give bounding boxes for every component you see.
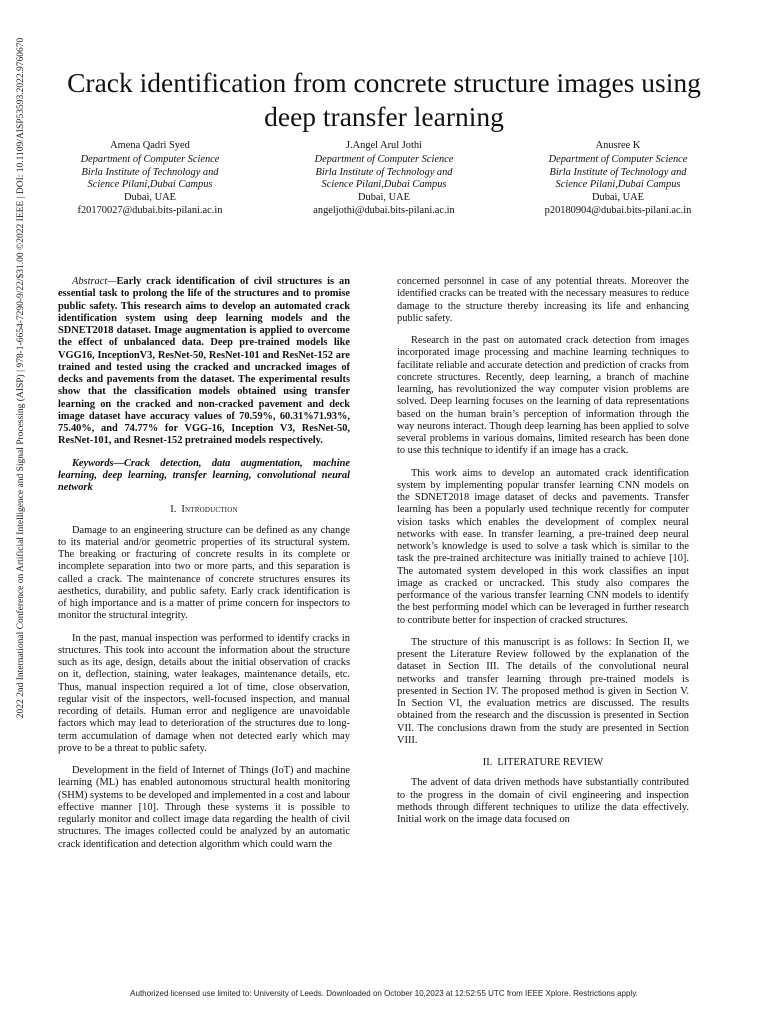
abstract-label: Abstract— — [72, 276, 117, 287]
section-number: I. — [170, 504, 177, 516]
keywords-label: Keywords— — [72, 457, 124, 469]
paragraph: concerned personnel in case of any potential threats. Moreover the identified cracks can be treated with the necessary measures to reduce damage to the structure thereby increasing its life and enhancing public safety. — [397, 276, 689, 324]
section-title: LITERATURE REVIEW — [497, 757, 604, 768]
paragraph: This work aims to develop an automated crack identification system by implementing popular transfer learning CNN models on the SDNET2018 image dataset of decks and pavements. Transfer learning has been a popularly used technique recently for computer vision tasks which enables the development of complex neural networks with ease. In transfer learning, a pre-trained deep neural network’s knowledge is used to solve a task which is similar to the task the pre-trained architecture was initially trained to achieve [10]. The automated system developed in this work classifies an input image as cracked or uncracked. This study also compares the performance of the various transfer learning CNN models to identify the best performing model which can be leveraged in further research to contribute better for inspection of cracked structures. — [397, 467, 689, 626]
section-title: Introduction — [181, 504, 238, 516]
author-name: Amena Qadri Syed — [110, 140, 190, 151]
author-3 — [508, 140, 728, 218]
author-campus: Science Pilani,Dubai Campus — [321, 179, 447, 191]
author-inst: Birla Institute of Technology and — [549, 166, 687, 178]
side-banner: 2022 2nd International Conference on Artificial Intelligence and Signal Processing (AISP) | 978-1-6654-7290-9/22/$31.00 ©2022 IEEE | DOI: 10.1109/AISP53593.2022.9760670 — [16, 37, 26, 719]
license-footer: Authorized licensed use limited to: University of Leeds. Downloaded on October 10,2023 at 12:52:55 UTC from IEEE Xplore. Restrictions apply. — [130, 989, 638, 998]
section-heading-introduction — [58, 504, 350, 516]
author-dept: Department of Computer Science — [314, 153, 454, 165]
author-name: J.Angel Arul Jothi — [346, 140, 422, 151]
paragraph: The advent of data driven methods have substantially contributed to the progress in the domain of civil engineering and inspection methods through different techniques to utilize the data effectively. Initial work on the image data focused on — [397, 777, 689, 825]
keywords-text: Crack detection, data augmentation, machine learning, deep learning, transfer learning, convolutional neural network — [58, 457, 350, 493]
author-location: Dubai, UAE — [124, 192, 176, 204]
author-location: Dubai, UAE — [592, 192, 644, 204]
author-2 — [274, 140, 494, 218]
author-campus: Science Pilani,Dubai Campus — [555, 179, 681, 191]
author-name: Anusree K — [595, 140, 641, 151]
abstract — [58, 276, 350, 448]
paragraph: Development in the field of Internet of Things (IoT) and machine learning (ML) has enabled autonomous structural health monitoring (SHM) systems to be developed and implemented in a cost and labour effective manner [10]. Through these systems it is possible to regularly monitor and collect image data regarding the health of civil structures. The images collected could be analyzed by an automatic crack identification and detection algorithm which could warn the — [58, 765, 350, 850]
section-heading-literature-review — [397, 757, 689, 769]
author-email: angeljothi@dubai.bits-pilani.ac.in — [313, 204, 455, 216]
section-number: II. — [482, 757, 493, 768]
author-inst: Birla Institute of Technology and — [315, 166, 453, 178]
paragraph: In the past, manual inspection was performed to identify cracks in structures. This took into account the information about the structure such as its age, design, details about the initial observation of cracks on it, deflection, staining, water leakages, maintenance details, etc. Thus, manual inspection required a lot of time, close observation, regular visit of the inspectors, well-focused inspection, and manual recording of details. Human error and negligence are unavoidable factors which may lead to deterioration of the structures due to long-term accumulation of damage when not detected early which may prove to be a threat to public safety. — [58, 632, 350, 754]
left-column — [58, 276, 350, 861]
paragraph: Research in the past on automated crack detection from images incorporated image processing and machine learning techniques to facilitate reliable and accurate detection and prediction of cracks from concrete structures. Recently, deep learning, a branch of machine learning, has revolutionized the way computer vision problems are solved. Deep learning focuses on the learning of data representations based on the human brain’s perception of information through the way neurons interact. Though deep learning has been applied to solve several problems in various domains, limited research has been done to use this technique to identify if an image has a crack. — [397, 335, 689, 457]
author-1 — [40, 140, 260, 218]
author-email: p20180904@dubai.bits-pilani.ac.in — [544, 204, 692, 216]
author-dept: Department of Computer Science — [548, 153, 688, 165]
paragraph: The structure of this manuscript is as follows: In Section II, we present the Literature Review followed by the explanation of the dataset in Section III. The details of the convolutional neural networks and transfer learning through pre-trained models is presented in Section IV. The proposed method is given in Section V. In Section VI, the evaluation metrics are discussed. The results obtained from the research and the discussion is presented in Section VII. The conclusions drawn from the study are presented in Section VIII. — [397, 636, 689, 746]
page-title: Crack identification from concrete structure images using deep transfer learning — [67, 67, 701, 133]
author-campus: Science Pilani,Dubai Campus — [87, 179, 213, 191]
paragraph: Damage to an engineering structure can be defined as any change to its material and/or geometric properties of its structural system. The breaking or fracturing of concrete results in its complete or incomplete separation into two or more parts, and this separation is called a crack. The maintenance of concrete structures ensures its aesthetics, durability, and public safety. Early crack identification is of high importance and is a matter of prime concern for inspectors to monitor the structural integrity. — [58, 524, 350, 622]
author-email: f20170027@dubai.bits-pilani.ac.in — [77, 204, 223, 216]
author-dept: Department of Computer Science — [80, 153, 220, 165]
abstract-text: Early crack identification of civil structures is an essential task to prolong the life of the structures and to promise public safety. This research aims to develop an automated crack identification system using deep learning models and the SDNET2018 dataset. Image augmentation is applied to overcome the effect of unbalanced data. Deep pre-trained models like VGG16, InceptionV3, ResNet-50, ResNet-101 and ResNet-152 are trained and tested using the cracked and uncracked images of decks and pavements from the dataset. The experimental results show that the classification models obtained using transfer learning on the cracked and non-cracked pavement and deck image dataset have accuracy values of 70.59%, 60.31%71.93%, 75.40%, and 74.77% for VGG-16, Inception V3, ResNet-50, ResNet-101, and Resnet-152 pretrained models respectively. — [58, 276, 350, 447]
author-location: Dubai, UAE — [358, 192, 410, 204]
keywords — [58, 458, 350, 495]
author-inst: Birla Institute of Technology and — [81, 166, 219, 178]
right-column — [397, 276, 689, 836]
